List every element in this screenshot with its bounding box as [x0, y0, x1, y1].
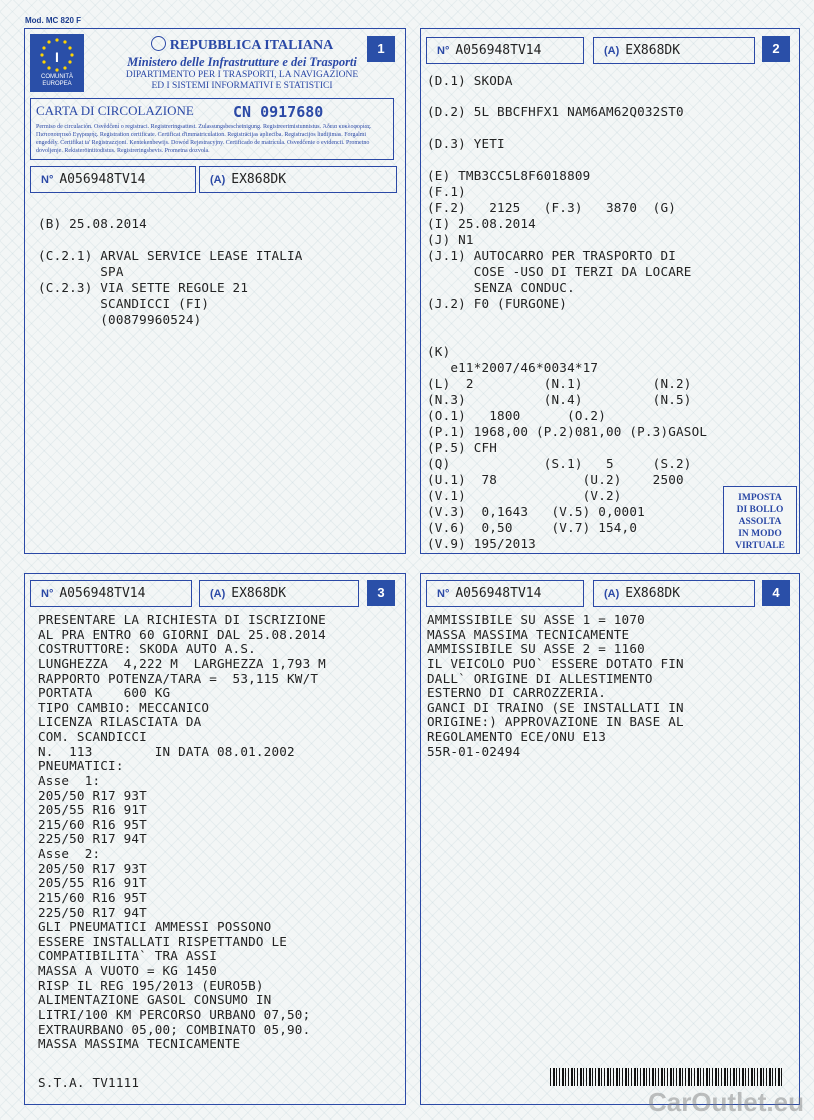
a-label: (A): [210, 174, 226, 186]
a-value: EX868DK: [625, 586, 681, 601]
registration-number-field: [30, 166, 196, 193]
country-code: I: [55, 49, 59, 65]
a-value: EX868DK: [231, 586, 287, 601]
a-label: (A): [210, 588, 226, 600]
panel-number-4: 4: [762, 580, 790, 606]
registration-number-field: [30, 580, 192, 607]
department-line-1: DIPARTIMENTO PER I TRASPORTI, LA NAVIGAZIONE: [125, 70, 359, 80]
no-value: A056948TV14: [455, 586, 542, 601]
issuer-header: [92, 36, 392, 92]
a-label: (A): [604, 588, 620, 600]
republic-title: REPUBBLICA ITALIANA: [169, 38, 334, 53]
registration-number-field: [426, 580, 584, 607]
watermark: CarOutlet.eu: [647, 1087, 804, 1117]
registration-number-field: [426, 37, 584, 64]
model-code: Mod. MC 820 F: [25, 16, 82, 25]
no-label: N°: [41, 588, 54, 600]
eu-label: COMUNITÀ EUROPEA: [41, 74, 73, 87]
vehicle-details-block: (E) TMB3CC5L8F6018809 (F.1) (F.2) 2125 (F.3) 3870 (G) (I) 25.08.2014 (J) N1 (J.1) AUTOCARRO PER TRASPORTO DI COSE -USO DI TERZI DA LOCARE SENZA CONDUC. (J.2) F0 (FURGONE): [427, 168, 692, 311]
department-line-2: ED I SISTEMI INFORMATIVI E STATISTICI: [151, 81, 333, 91]
model-d3: (D.3) YETI: [427, 136, 505, 151]
emblem-icon: [151, 36, 166, 51]
no-label: N°: [437, 588, 450, 600]
no-label: N°: [437, 45, 450, 57]
carta-circolazione-box: [30, 98, 394, 160]
a-value: EX868DK: [231, 172, 287, 187]
panel-number-1: 1: [367, 36, 395, 62]
axle-notes-block: AMMISSIBILE SU ASSE 1 = 1070 MASSA MASSIMA TECNICAMENTE AMMISSIBILE SU ASSE 2 = 1160 IL VEICOLO PUO` ESSERE DOTATO FIN DALL` ORIGINE DI ALLESTIMENTO ESTERNO DI CARROZZERIA. GANCI DI TRAINO (SE INSTALLATI IN ORIGINE:) APPROVAZIONE IN BASE AL REGOLAMENTO ECE/ONU E13 55R-01-02494: [427, 612, 684, 759]
holder-block: (C.2.1) ARVAL SERVICE LEASE ITALIA SPA (C.2.3) VIA SETTE REGOLE 21 SCANDICCI (FI) (00879960524): [38, 248, 303, 327]
first-registration-date: (B) 25.08.2014: [38, 216, 147, 231]
no-value: A056948TV14: [59, 172, 146, 187]
type-d2: (D.2) 5L BBCFHFX1 NAM6AM62Q032ST0: [427, 104, 684, 119]
a-label: (A): [604, 45, 620, 57]
office-code: S.T.A. TV1111: [38, 1075, 140, 1090]
carta-translations: Permiso de circulación. Osvědčení o registraci. Registreringsattest. Zulassungsbescheinigung. Registreerimistunnistus. Άδεια κυκλοφορίας. Πιστοποιητικό Εγγραφής. Registration certificate. Certificat d'immatriculation. Registrācijas apliecība. Registracijos liudijimas. Forgalmi engedély. Ċertifikat ta' Reġistrazzjoni. Kentekenbewijs. Dowód Rejestracyjny. Certificado de matrícula. Osvedčenie o evidencii. Prometno dovoljenje. Rekisteröintitodistus. Registreringsbevis. Prometna dozvola.: [36, 124, 372, 154]
plate-field: [199, 166, 397, 193]
remarks-block: PRESENTARE LA RICHIESTA DI ISCRIZIONE AL PRA ENTRO 60 GIORNI DAL 25.08.2014 COSTRUTTORE: SKODA AUTO A.S. LUNGHEZZA 4,222 M LARGHEZZA 1,793 M RAPPORTO POTENZA/TARA = 53,115 KW/T PORTATA 600 KG TIPO CAMBIO: MECCANICO LICENZA RILASCIATA DA COM. SCANDICCI N. 113 IN DATA 08.01.2002 PNEUMATICI: Asse 1: 205/50 R17 93T 205/55 R16 91T 215/60 R16 95T 225/50 R17 94T Asse 2: 205/50 R17 93T 205/55 R16 91T 215/60 R16 95T 225/50 R17 94T GLI PNEUMATICI AMMESSI POSSONO ESSERE INSTALLATI RISPETTANDO LE COMPATIBILITA` TRA ASSI MASSA A VUOTO = KG 1450 RISP IL REG 195/2013 (EURO5B) ALIMENTAZIONE GASOL CONSUMO IN LITRI/100 KM PERCORSO URBANO 07,50; EXTRAURBANO 05,00; COMBINATO 05,90. MASSA MASSIMA TECNICAMENTE: [38, 612, 326, 1052]
barcode: [550, 1068, 782, 1086]
panel-number-2: 2: [762, 36, 790, 62]
stamp-duty-text: IMPOSTA DI BOLLO ASSOLTA IN MODO VIRTUALE: [735, 493, 785, 551]
make-d1: (D.1) SKODA: [427, 73, 513, 88]
plate-field: [593, 37, 755, 64]
ministry-name: Ministero delle Infrastrutture e dei Trasporti: [127, 55, 357, 69]
no-value: A056948TV14: [455, 43, 542, 58]
no-label: N°: [41, 174, 54, 186]
carta-number: CN 0917680: [233, 103, 324, 121]
no-value: A056948TV14: [59, 586, 146, 601]
plate-field: [199, 580, 359, 607]
stamp-duty-box: [723, 486, 797, 554]
carta-title: CARTA DI CIRCOLAZIONE: [36, 103, 194, 118]
technical-specs-block: (K) e11*2007/46*0034*17 (L) 2 (N.1) (N.2) (N.3) (N.4) (N.5) (O.1) 1800 (O.2) (P.1) 1968,00 (P.2)081,00 (P.3)GASOL (P.5) CFH (Q) (S.1) 5 (S.2) (U.1) 78 (U.2) 2500 (V.1) (V.2) (V.3) 0,1643 (V.5) 0,0001 (V.6) 0,50 (V.7) 154,0 (V.9) 195/2013: [427, 344, 708, 551]
a-value: EX868DK: [625, 43, 681, 58]
eu-flag-emblem: [30, 34, 84, 92]
panel-number-3: 3: [367, 580, 395, 606]
plate-field: [593, 580, 755, 607]
